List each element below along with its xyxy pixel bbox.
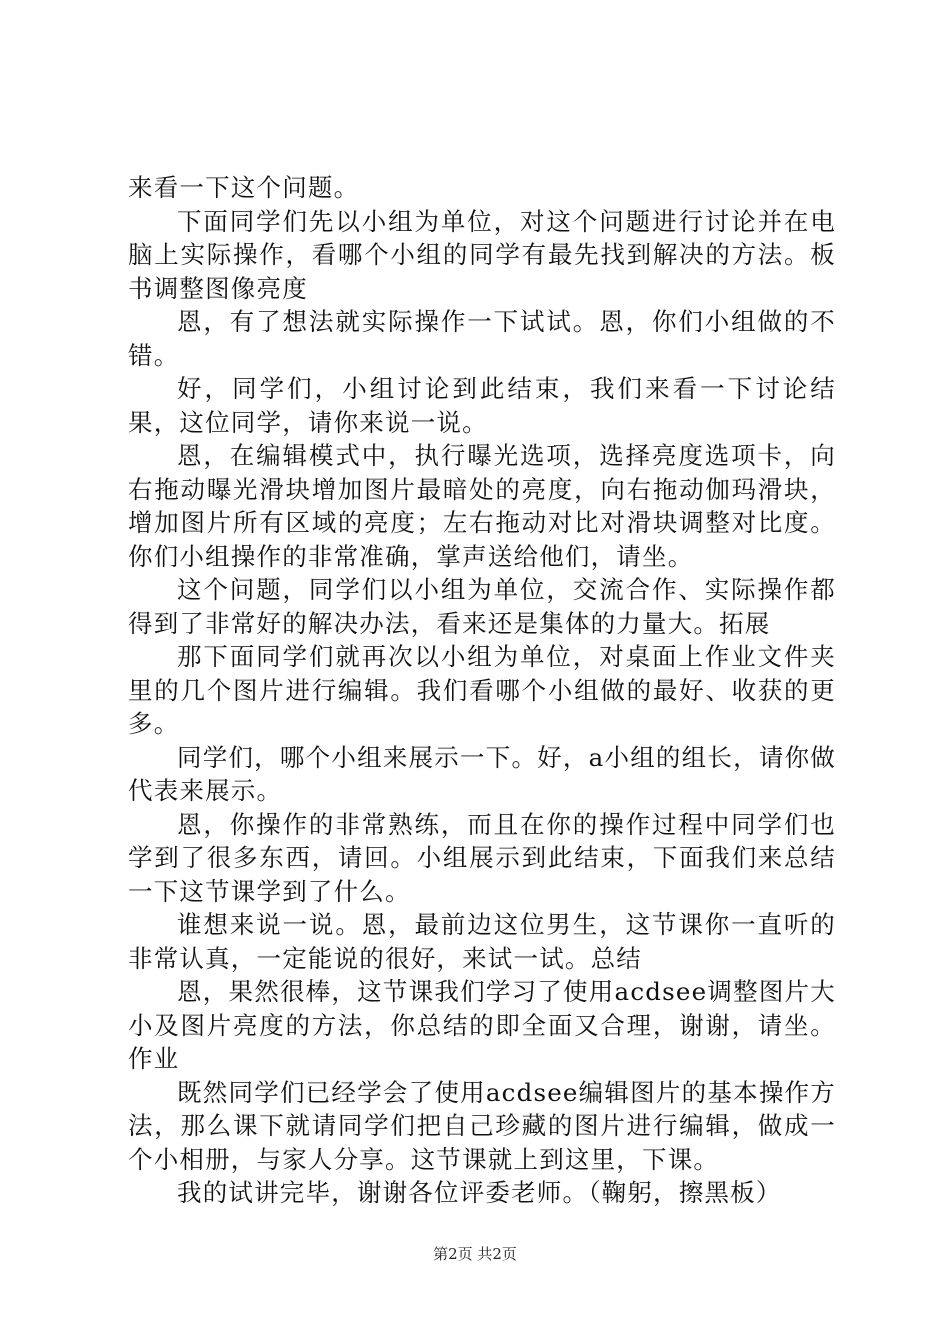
paragraph: 恩，有了想法就实际操作一下试试。恩，你们小组做的不错。 <box>128 307 836 370</box>
paragraph: 我的试讲完毕，谢谢各位评委老师。（鞠躬，擦黑板） <box>177 1178 782 1207</box>
paragraph: 好，同学们，小组讨论到此结束，我们来看一下讨论结果，这位同学，请你来说一说。 <box>128 374 836 437</box>
paragraph: 来看一下这个问题。 <box>128 173 360 202</box>
paragraph: 恩，果然很棒，这节课我们学习了使用acdsee调整图片大小及图片亮度的方法，你总结的即全面又合理，谢谢，请坐。作业 <box>128 977 836 1073</box>
paragraph: 恩，在编辑模式中，执行曝光选项，选择亮度选项卡，向右拖动曝光滑块增加图片最暗处的亮度，向右拖动伽玛滑块，增加图片所有区域的亮度；左右拖动对比对滑块调整对比度。你们小组操作的非常准确，掌声送给他们，请坐。 <box>128 441 836 571</box>
paragraph: 下面同学们先以小组为单位，对这个问题进行讨论并在电脑上实际操作，看哪个小组的同学有最先找到解决的方法。板书调整图像亮度 <box>128 206 836 303</box>
paragraph: 谁想来说一说。恩，最前边这位男生，这节课你一直听的非常认真，一定能说的很好，来试一试。总结 <box>128 910 836 973</box>
paragraph: 既然同学们已经学会了使用acdsee编辑图片的基本操作方法，那么课下就请同学们把自己珍藏的图片进行编辑，做成一个小相册，与家人分享。这节课就上到这里，下课。 <box>128 1077 836 1174</box>
page-number: 第2页 共2页 <box>433 1245 517 1263</box>
paragraph: 恩，你操作的非常熟练，而且在你的操作过程中同学们也学到了很多东西，请回。小组展示到此结束，下面我们来总结一下这节课学到了什么。 <box>128 809 836 906</box>
paragraph: 这个问题，同学们以小组为单位，交流合作、实际操作都得到了非常好的解决办法，看来还是集体的力量大。拓展 <box>128 575 836 638</box>
paragraph: 同学们，哪个小组来展示一下。好，a小组的组长，请你做代表来展示。 <box>128 742 836 805</box>
paragraph: 那下面同学们就再次以小组为单位，对桌面上作业文件夹里的几个图片进行编辑。我们看哪个小组做的最好、收获的更多。 <box>128 642 836 738</box>
page-footer <box>0 1244 950 1264</box>
document-body <box>128 171 836 1210</box>
